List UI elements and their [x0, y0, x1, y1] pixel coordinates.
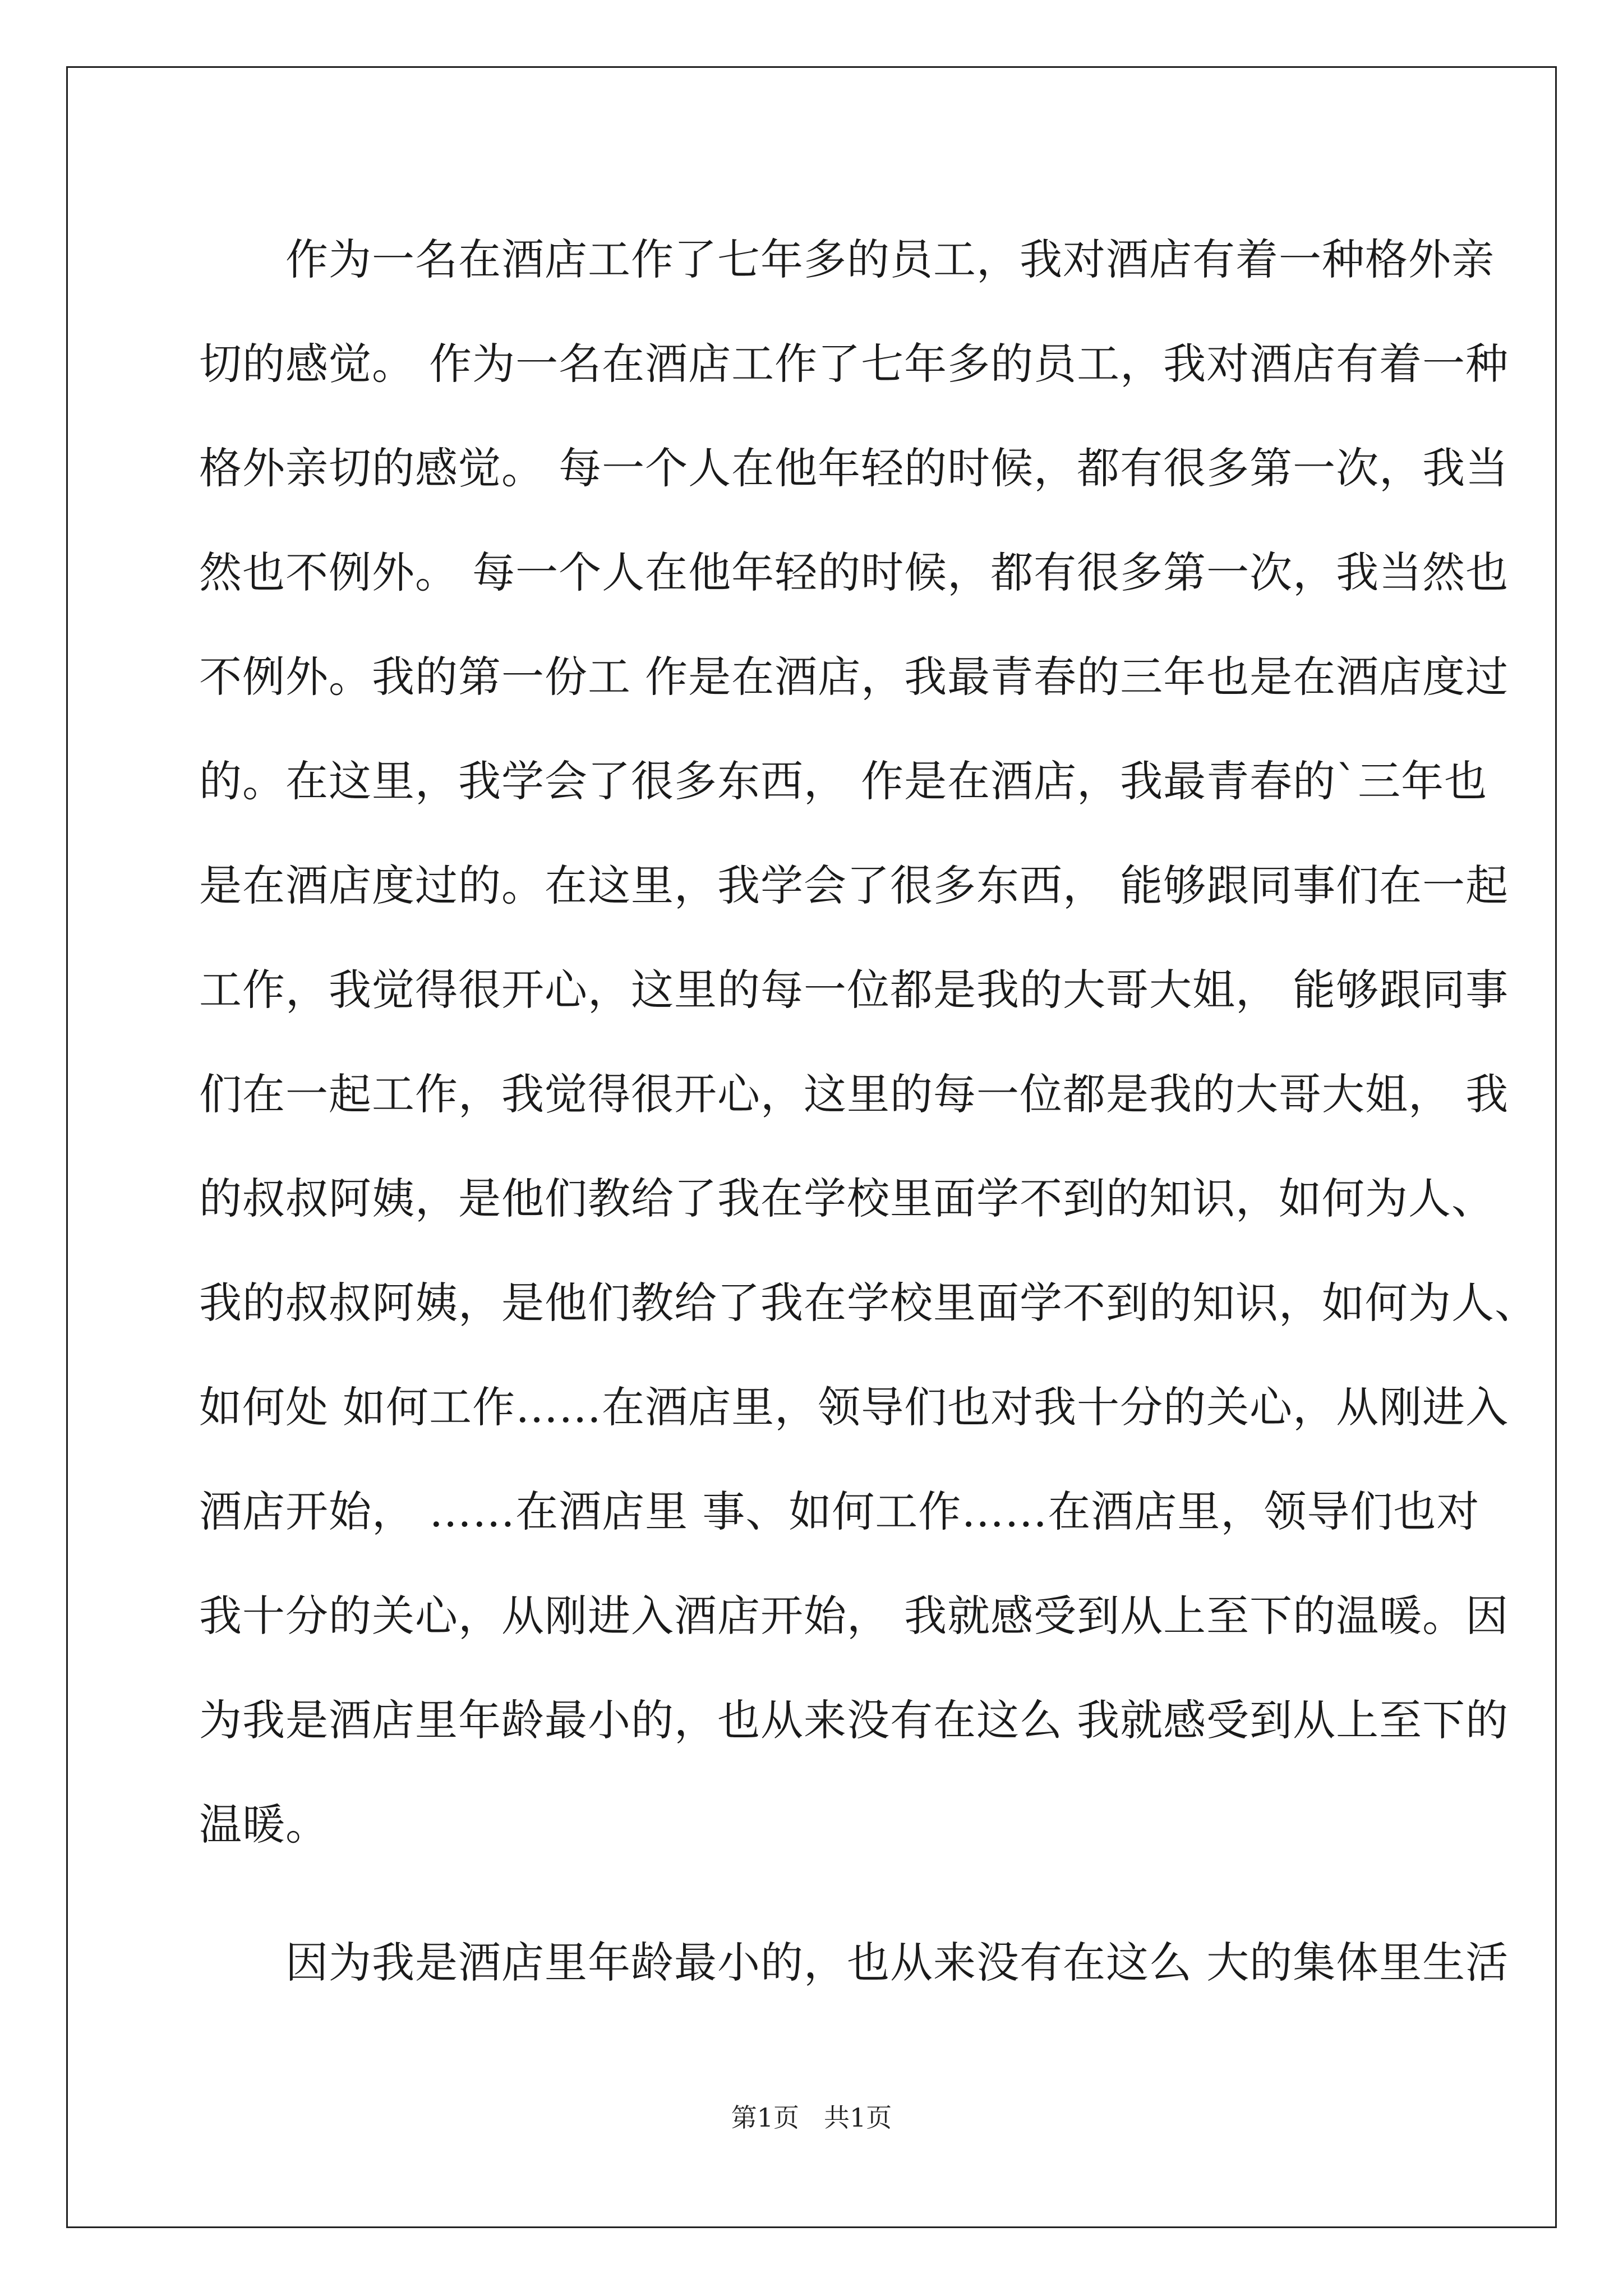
paragraph-line: 们在一起工作，我觉得很开心，这里的每一位都是我的大哥大姐， 我: [199, 1069, 1509, 1119]
paragraph-line: 我的叔叔阿姨，是他们教给了我在学校里面学不到的知识，如何为人、: [199, 1278, 1538, 1328]
paragraph-spacing: [199, 1877, 1450, 1911]
paragraph-line: 温暖。: [199, 1800, 329, 1849]
paragraph-line: 切的感觉。 作为一名在酒店工作了七年多的员工，我对酒店有着一种: [199, 339, 1509, 389]
paragraph-line: 的。在这里，我学会了很多东西， 作是在酒店，我最青春的`三年也: [199, 756, 1488, 806]
page-total: 共1页: [823, 2102, 892, 2133]
paragraph-line: 然也不例外。 每一个人在他年轻的时候，都有很多第一次，我当然也: [199, 547, 1509, 597]
paragraph-line: 我十分的关心，从刚进入酒店开始， 我就感受到从上至下的温暖。因: [199, 1591, 1509, 1641]
paragraph-line: 为我是酒店里年龄最小的，也从来没有在这么 我就感受到从上至下的: [199, 1695, 1509, 1745]
paragraph-line: 因为我是酒店里年龄最小的，也从来没有在这么 大的集体里生活: [199, 1938, 1509, 1987]
paragraph-line: 的叔叔阿姨，是他们教给了我在学校里面学不到的知识，如何为人、: [199, 1174, 1495, 1223]
paragraph-line: 是在酒店度过的。在这里，我学会了很多东西， 能够跟同事们在一起: [199, 861, 1509, 910]
paragraph-line: 作为一名在酒店工作了七年多的员工，我对酒店有着一种格外亲: [199, 234, 1495, 284]
page-footer: [0, 2101, 1623, 2134]
paragraph-line: 工作，我觉得很开心，这里的每一位都是我的大哥大姐， 能够跟同事: [199, 965, 1509, 1015]
document-body: [199, 208, 1538, 2015]
page-number: 第1页: [731, 2102, 800, 2133]
paragraph-line: 不例外。我的第一份工 作是在酒店，我最青春的三年也是在酒店度过: [199, 652, 1509, 702]
paragraph-line: 如何处 如何工作……在酒店里，领导们也对我十分的关心，从刚进入: [199, 1382, 1509, 1432]
paragraph-line: 格外亲切的感觉。 每一个人在他年轻的时候，都有很多第一次，我当: [199, 443, 1509, 493]
paragraph-line: 酒店开始， ……在酒店里 事、如何工作……在酒店里，领导们也对: [199, 1487, 1480, 1536]
